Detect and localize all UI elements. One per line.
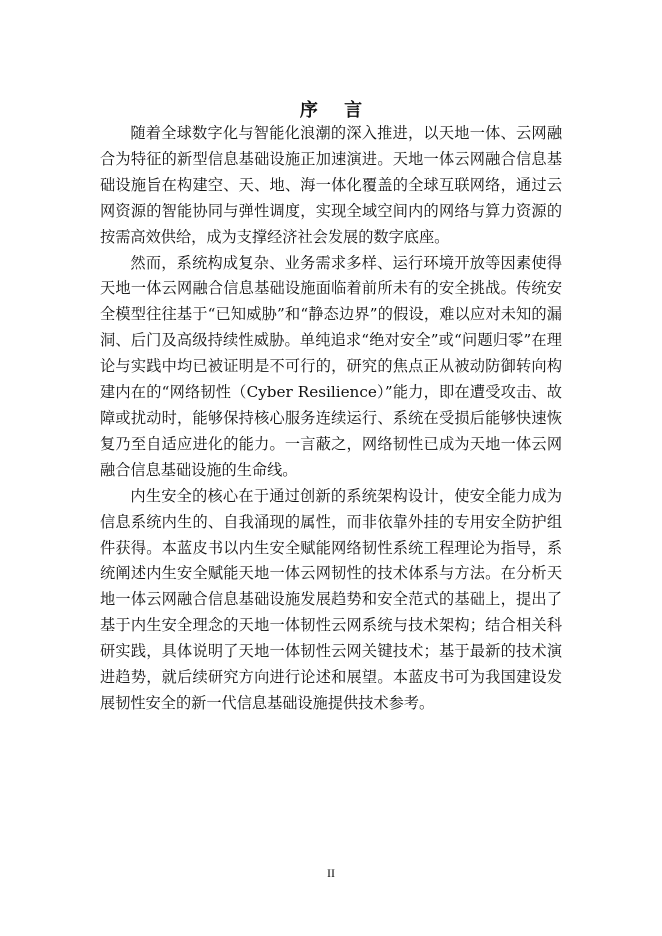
preface-body	[100, 121, 562, 717]
page-title: 序 言	[299, 100, 373, 122]
paragraph: 内生安全的核心在于通过创新的系统架构设计，使安全能力成为信息系统内生的、自我涌现的属性，而非依靠外挂的专用安全防护组件获得。本蓝皮书以内生安全赋能网络韧性系统工程理论为指导，系统阐述内生安全赋能天地一体云网韧性的技术体系与方法。在分析天地一体云网融合信息基础设施发展趋势和安全范式的基础上，提出了基于内生安全理念的天地一体韧性云网系统与技术架构；结合相关科研实践，具体说明了天地一体韧性云网关键技术；基于最新的技术演进趋势，就后续研究方向进行论述和展望。本蓝皮书可为我国建设发展韧性安全的新一代信息基础设施提供技术参考。	[100, 486, 562, 712]
paragraph: 然而，系统构成复杂、业务需求多样、运行环境开放等因素使得天地一体云网融合信息基础设施面临着前所未有的安全挑战。传统安全模型往往基于“已知威胁”和“静态边界”的假设，难以应对未知的漏洞、后门及高级持续性威胁。单纯追求“绝对安全”或“问题归零”在理论与实践中均已被证明是不可行的，研究的焦点正从被动防御转向构建内在的“网络韧性（Cyber Resilience）”能力，即在遭受攻击、故障或扰动时，能够保持核心服务连续运行、系统在受损后能够快速恢复乃至自适应进化的能力。一言蔽之，网络韧性已成为天地一体云网融合信息基础设施的生命线。	[100, 253, 562, 479]
paragraph: 随着全球数字化与智能化浪潮的深入推进，以天地一体、云网融合为特征的新型信息基础设施正加速演进。天地一体云网融合信息基础设施旨在构建空、天、地、海一体化覆盖的全球互联网络，通过云网资源的智能协同与弹性调度，实现全域空间内的网络与算力资源的按需高效供给，成为支撑经济社会发展的数字底座。	[100, 124, 562, 246]
page-number: II	[327, 866, 335, 880]
